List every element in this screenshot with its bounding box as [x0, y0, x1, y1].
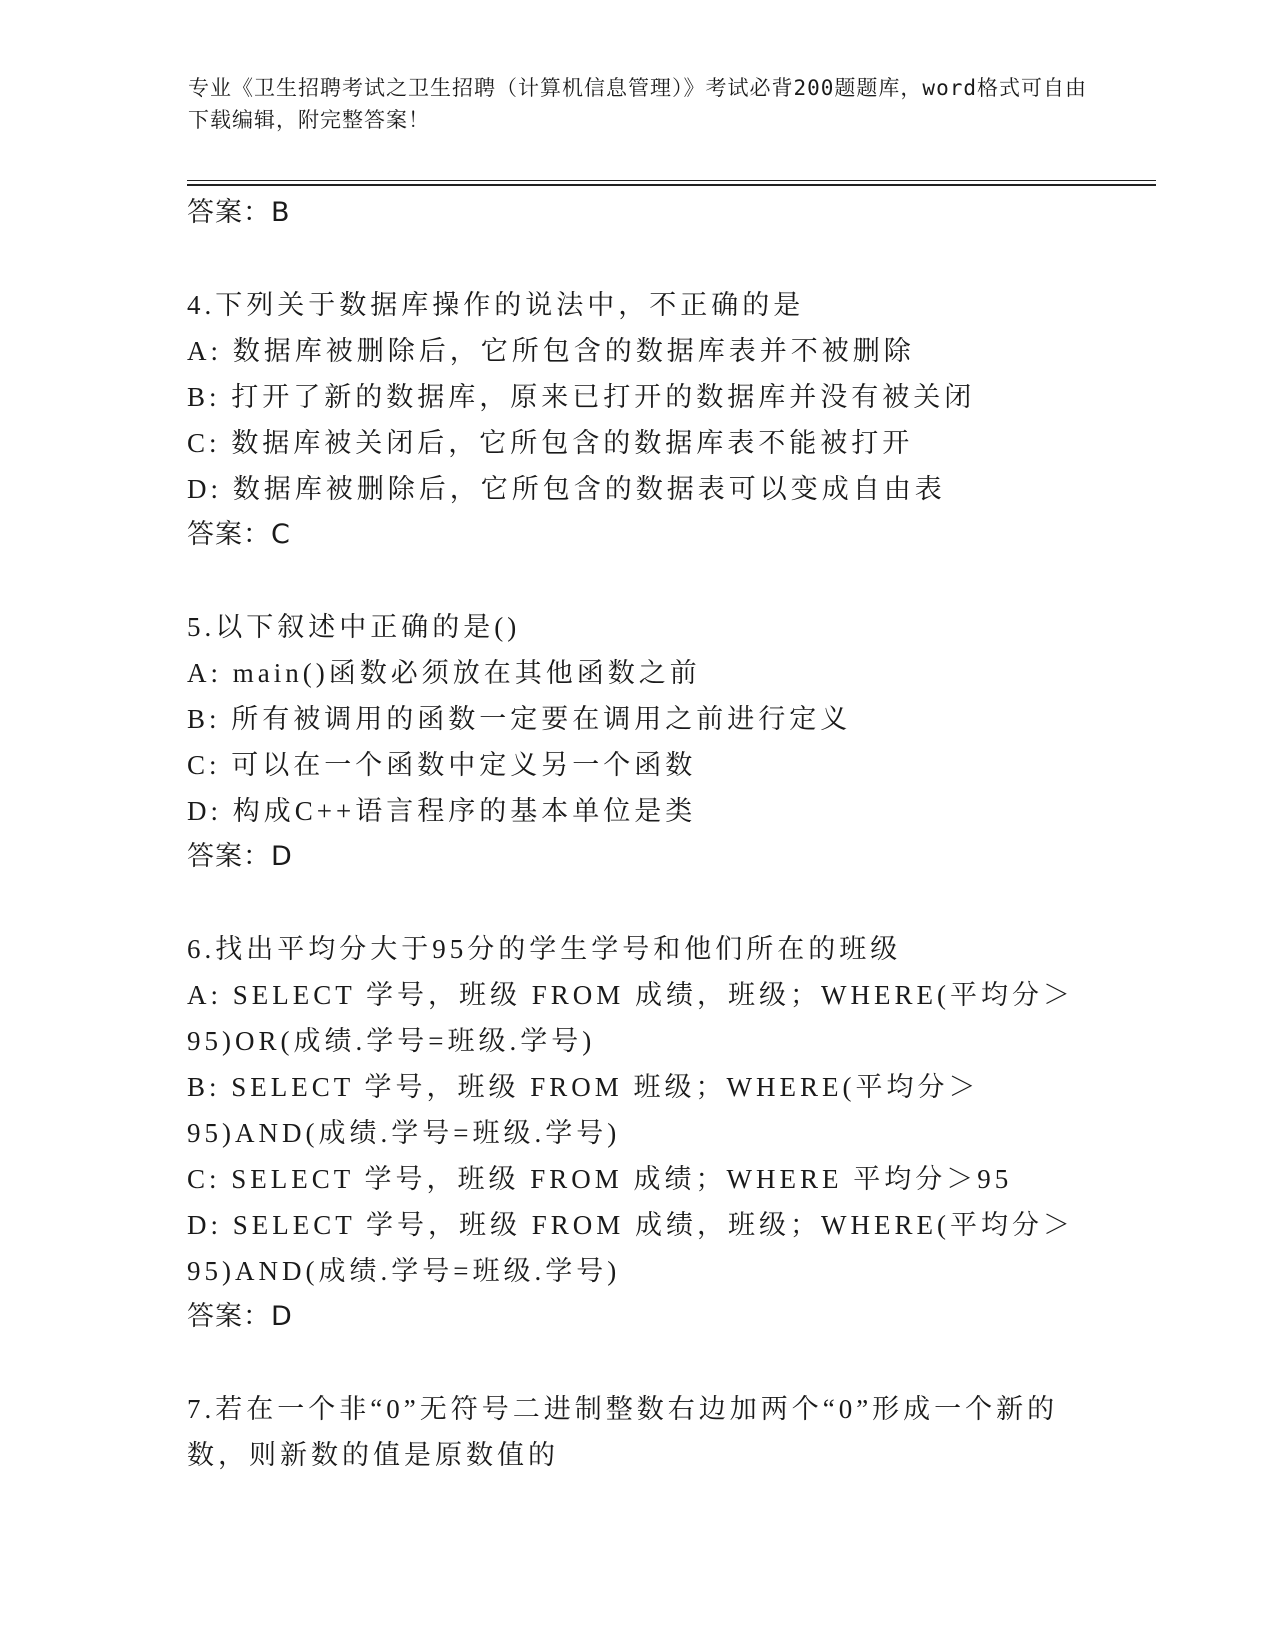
option-b: B: 所有被调用的函数一定要在调用之前进行定义 — [187, 704, 852, 734]
question-7 — [187, 1386, 1087, 1478]
option-a: A: 数据库被删除后，它所包含的数据库表并不被删除 — [187, 336, 915, 366]
answer-label: 答案：D — [187, 841, 293, 872]
option-a: A: SELECT 学号，班级 FROM 成绩，班级；WHERE(平均分＞95)OR(成绩.学号=班级.学号) — [187, 980, 1075, 1056]
option-d: D: SELECT 学号，班级 FROM 成绩，班级；WHERE(平均分＞95)AND(成绩.学号=班级.学号) — [187, 1210, 1075, 1286]
answer-label: 答案：C — [187, 519, 291, 550]
question-text: 6.找出平均分大于95分的学生学号和他们所在的班级 — [187, 934, 902, 964]
option-c: C: 可以在一个函数中定义另一个函数 — [187, 750, 697, 780]
answer-label: 答案：D — [187, 1301, 293, 1332]
question-list — [187, 190, 1087, 1478]
question-5 — [187, 604, 1087, 880]
question-text: 7.若在一个非“0”无符号二进制整数右边加两个“0”形成一个新的数，则新数的值是原数值的 — [187, 1394, 1059, 1470]
question-4 — [187, 282, 1087, 558]
spacer — [187, 1340, 1087, 1386]
option-d: D: 数据库被删除后，它所包含的数据表可以变成自由表 — [187, 474, 946, 504]
question-6 — [187, 926, 1087, 1340]
spacer — [187, 236, 1087, 282]
header-note: 专业《卫生招聘考试之卫生招聘（计算机信息管理）》考试必背200题题库，word格式可自由下载编辑，附完整答案！ — [188, 76, 1087, 132]
spacer — [187, 558, 1087, 604]
question-text: 4.下列关于数据库操作的说法中，不正确的是 — [187, 290, 805, 320]
header-divider-top — [187, 180, 1156, 181]
header-divider-bottom — [187, 184, 1156, 186]
option-d: D: 构成C++语言程序的基本单位是类 — [187, 796, 697, 826]
option-c: C: 数据库被关闭后，它所包含的数据库表不能被打开 — [187, 428, 914, 458]
spacer — [187, 880, 1087, 926]
answer-label: 答案：B — [187, 197, 291, 228]
option-b: B: 打开了新的数据库，原来已打开的数据库并没有被关闭 — [187, 382, 976, 412]
option-c: C: SELECT 学号，班级 FROM 成绩；WHERE 平均分＞95 — [187, 1164, 1013, 1194]
option-a: A: main()函数必须放在其他函数之前 — [187, 658, 701, 688]
question-text: 5.以下叙述中正确的是() — [187, 612, 521, 642]
option-b: B: SELECT 学号，班级 FROM 班级；WHERE(平均分＞95)AND(成绩.学号=班级.学号) — [187, 1072, 980, 1148]
